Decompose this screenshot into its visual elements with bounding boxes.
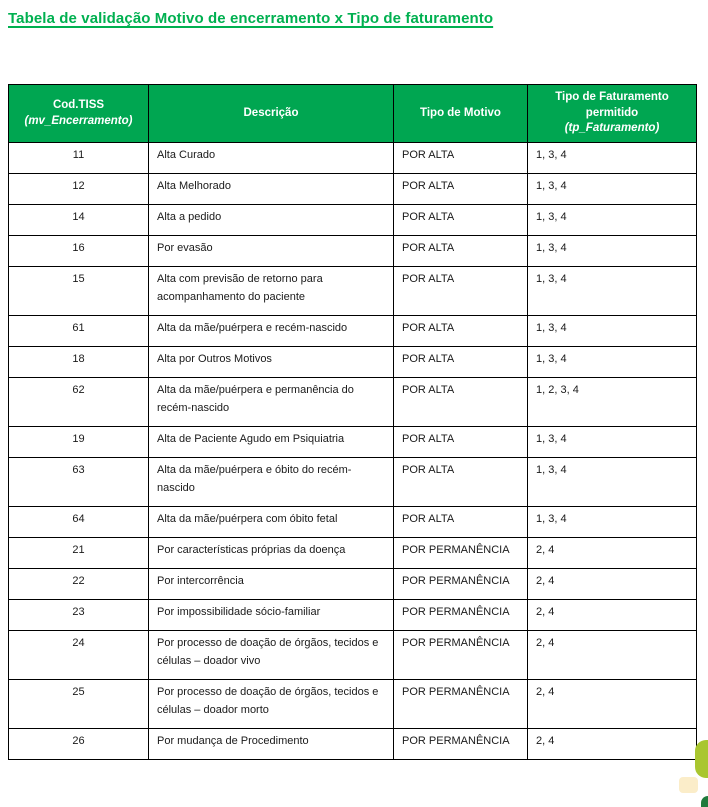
table-row bbox=[9, 631, 697, 680]
table-row bbox=[9, 378, 697, 427]
table-row bbox=[9, 236, 697, 267]
cell-faturamento: 2, 4 bbox=[528, 538, 697, 569]
cell-tipo-motivo: POR ALTA bbox=[394, 507, 528, 538]
cell-faturamento: 2, 4 bbox=[528, 600, 697, 631]
col-header-label: Tipo de Motivo bbox=[420, 106, 501, 119]
cell-descricao: Alta por Outros Motivos bbox=[149, 347, 394, 378]
table-row bbox=[9, 507, 697, 538]
col-header-descricao bbox=[149, 85, 394, 143]
cell-descricao: Alta da mãe/puérpera e recém-nascido bbox=[149, 316, 394, 347]
cell-descricao: Por processo de doação de órgãos, tecidos e células – doador morto bbox=[149, 680, 394, 729]
accent-shape-cream bbox=[679, 777, 698, 793]
table-row bbox=[9, 174, 697, 205]
cell-descricao: Por impossibilidade sócio-familiar bbox=[149, 600, 394, 631]
col-header-tipo-motivo bbox=[394, 85, 528, 143]
table-row bbox=[9, 600, 697, 631]
cell-tipo-motivo: POR ALTA bbox=[394, 347, 528, 378]
cell-cod-tiss: 63 bbox=[9, 458, 149, 507]
cell-faturamento: 1, 3, 4 bbox=[528, 143, 697, 174]
cell-descricao: Alta da mãe/puérpera e óbito do recém-nascido bbox=[149, 458, 394, 507]
cell-descricao: Alta Curado bbox=[149, 143, 394, 174]
cell-descricao: Alta a pedido bbox=[149, 205, 394, 236]
cell-descricao: Alta com previsão de retorno para acompanhamento do paciente bbox=[149, 267, 394, 316]
cell-faturamento: 2, 4 bbox=[528, 680, 697, 729]
col-header-sublabel: (tp_Faturamento) bbox=[564, 122, 660, 135]
table-row bbox=[9, 680, 697, 729]
table-row bbox=[9, 729, 697, 760]
cell-tipo-motivo: POR ALTA bbox=[394, 378, 528, 427]
cell-descricao: Por processo de doação de órgãos, tecidos e células – doador vivo bbox=[149, 631, 394, 680]
cell-faturamento: 2, 4 bbox=[528, 631, 697, 680]
table-row bbox=[9, 267, 697, 316]
cell-faturamento: 2, 4 bbox=[528, 569, 697, 600]
cell-cod-tiss: 23 bbox=[9, 600, 149, 631]
cell-cod-tiss: 19 bbox=[9, 427, 149, 458]
cell-descricao: Por intercorrência bbox=[149, 569, 394, 600]
cell-tipo-motivo: POR ALTA bbox=[394, 458, 528, 507]
cell-faturamento: 1, 3, 4 bbox=[528, 316, 697, 347]
table-header-row bbox=[9, 85, 697, 143]
cell-tipo-motivo: POR ALTA bbox=[394, 267, 528, 316]
table-row bbox=[9, 347, 697, 378]
cell-faturamento: 1, 3, 4 bbox=[528, 236, 697, 267]
cell-cod-tiss: 22 bbox=[9, 569, 149, 600]
cell-tipo-motivo: POR ALTA bbox=[394, 236, 528, 267]
cell-descricao: Alta da mãe/puérpera com óbito fetal bbox=[149, 507, 394, 538]
cell-descricao: Por características próprias da doença bbox=[149, 538, 394, 569]
table-row bbox=[9, 569, 697, 600]
cell-faturamento: 2, 4 bbox=[528, 729, 697, 760]
cell-tipo-motivo: POR PERMANÊNCIA bbox=[394, 538, 528, 569]
cell-cod-tiss: 15 bbox=[9, 267, 149, 316]
cell-tipo-motivo: POR PERMANÊNCIA bbox=[394, 729, 528, 760]
col-header-sublabel: (mv_Encerramento) bbox=[24, 114, 133, 127]
cell-cod-tiss: 64 bbox=[9, 507, 149, 538]
cell-tipo-motivo: POR PERMANÊNCIA bbox=[394, 631, 528, 680]
table-row bbox=[9, 458, 697, 507]
cell-faturamento: 1, 3, 4 bbox=[528, 347, 697, 378]
table-body bbox=[9, 143, 697, 760]
cell-faturamento: 1, 3, 4 bbox=[528, 267, 697, 316]
cell-cod-tiss: 61 bbox=[9, 316, 149, 347]
col-header-label: Cod.TISS bbox=[52, 98, 105, 111]
cell-cod-tiss: 25 bbox=[9, 680, 149, 729]
cell-cod-tiss: 62 bbox=[9, 378, 149, 427]
cell-tipo-motivo: POR ALTA bbox=[394, 427, 528, 458]
cell-tipo-motivo: POR ALTA bbox=[394, 205, 528, 236]
page-title: Tabela de validação Motivo de encerramento x Tipo de faturamento bbox=[8, 10, 494, 27]
cell-tipo-motivo: POR ALTA bbox=[394, 174, 528, 205]
table-row bbox=[9, 427, 697, 458]
cell-cod-tiss: 18 bbox=[9, 347, 149, 378]
col-header-label: Descrição bbox=[243, 106, 299, 119]
cell-descricao: Por mudança de Procedimento bbox=[149, 729, 394, 760]
cell-faturamento: 1, 2, 3, 4 bbox=[528, 378, 697, 427]
cell-faturamento: 1, 3, 4 bbox=[528, 205, 697, 236]
col-header-cod-tiss bbox=[9, 85, 149, 143]
cell-faturamento: 1, 3, 4 bbox=[528, 507, 697, 538]
table-row bbox=[9, 143, 697, 174]
cell-cod-tiss: 21 bbox=[9, 538, 149, 569]
cell-cod-tiss: 24 bbox=[9, 631, 149, 680]
accent-shape-lime bbox=[695, 740, 708, 778]
cell-descricao: Alta da mãe/puérpera e permanência do recém-nascido bbox=[149, 378, 394, 427]
table-row bbox=[9, 538, 697, 569]
cell-tipo-motivo: POR ALTA bbox=[394, 316, 528, 347]
cell-descricao: Por evasão bbox=[149, 236, 394, 267]
cell-tipo-motivo: POR PERMANÊNCIA bbox=[394, 600, 528, 631]
cell-descricao: Alta de Paciente Agudo em Psiquiatria bbox=[149, 427, 394, 458]
cell-faturamento: 1, 3, 4 bbox=[528, 458, 697, 507]
cell-faturamento: 1, 3, 4 bbox=[528, 174, 697, 205]
cell-tipo-motivo: POR PERMANÊNCIA bbox=[394, 569, 528, 600]
col-header-label: Tipo de Faturamento permitido bbox=[555, 91, 669, 119]
cell-tipo-motivo: POR ALTA bbox=[394, 143, 528, 174]
cell-descricao: Alta Melhorado bbox=[149, 174, 394, 205]
accent-shape-dark-green bbox=[701, 796, 708, 807]
cell-cod-tiss: 26 bbox=[9, 729, 149, 760]
cell-cod-tiss: 16 bbox=[9, 236, 149, 267]
cell-cod-tiss: 12 bbox=[9, 174, 149, 205]
cell-cod-tiss: 14 bbox=[9, 205, 149, 236]
table-row bbox=[9, 316, 697, 347]
table-row bbox=[9, 205, 697, 236]
col-header-tipo-faturamento bbox=[528, 85, 697, 143]
cell-cod-tiss: 11 bbox=[9, 143, 149, 174]
cell-faturamento: 1, 3, 4 bbox=[528, 427, 697, 458]
cell-tipo-motivo: POR PERMANÊNCIA bbox=[394, 680, 528, 729]
validation-table bbox=[8, 84, 697, 760]
